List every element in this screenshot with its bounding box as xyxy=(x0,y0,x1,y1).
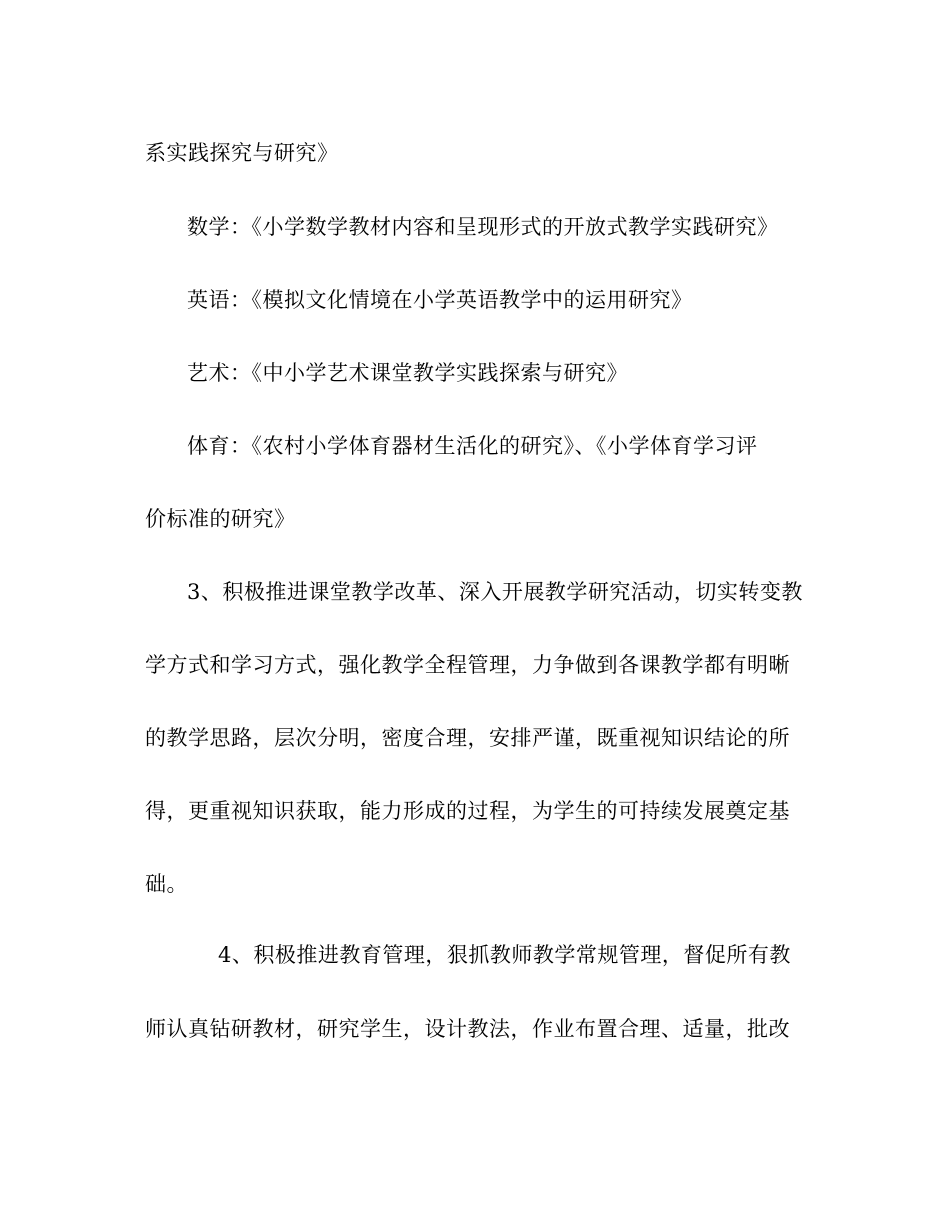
paragraph-3-line: 的教学思路，层次分明，密度合理，安排严谨，既重视知识结论的所 xyxy=(145,726,790,750)
paragraph-3-line: 3、积极推进课堂教学改革、深入开展教学研究活动，切实转变教 xyxy=(187,580,803,604)
paragraph-3-line: 础。 xyxy=(145,872,188,896)
text-line: 价标准的研究》 xyxy=(145,507,296,531)
text-line-math: 数学：《小学数学教材内容和呈现形式的开放式教学实践研究》 xyxy=(187,215,779,239)
text-line-english: 英语：《模拟文化情境在小学英语教学中的运用研究》 xyxy=(187,288,693,312)
paragraph-4-line: 4、积极推进教育管理，狠抓教师教学常规管理，督促所有教 xyxy=(218,943,791,967)
text-line-pe: 体育：《农村小学体育器材生活化的研究》、《小学体育学习评 xyxy=(187,434,758,458)
paragraph-4-line: 师认真钻研教材，研究学生，设计教法，作业布置合理、适量，批改 xyxy=(145,1017,790,1041)
text-line: 系实践探究与研究》 xyxy=(145,141,339,165)
paragraph-3-line: 学方式和学习方式，强化教学全程管理，力争做到各课教学都有明晰 xyxy=(145,653,790,677)
text-line-art: 艺术：《中小学艺术课堂教学实践探索与研究》 xyxy=(187,361,628,385)
paragraph-3-line: 得，更重视知识获取，能力形成的过程，为学生的可持续发展奠定基 xyxy=(145,799,790,823)
